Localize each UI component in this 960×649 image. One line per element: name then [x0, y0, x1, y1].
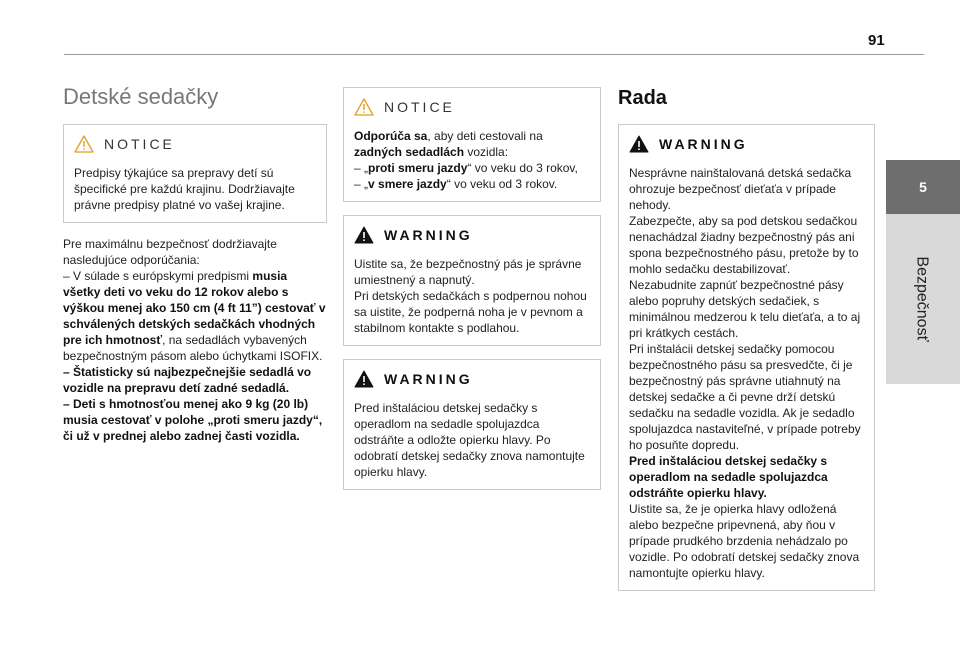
notice-line-3 — [354, 176, 590, 192]
notice-line-1-end: vozidla: — [464, 145, 509, 159]
warning-heading: WARNING — [659, 136, 748, 152]
notice-line-1 — [354, 128, 590, 160]
notice-line-3-post: “ vo veku od 3 rokov. — [446, 177, 558, 191]
notice-line-1-mid: , aby deti cestovali na — [427, 129, 543, 143]
warning-text: Pred inštaláciou detskej sedačky s operadlom na sedadle spolujazdca odstráňte a odložte opierku hlavy. Po odobratí detskej sedačky znova namontujte opierku hlavy. — [354, 401, 585, 479]
notice-header — [354, 98, 590, 116]
recommendation-1 — [63, 268, 327, 364]
warning-heading: WARNING — [384, 227, 473, 243]
column-1 — [63, 82, 327, 444]
advice-paragraph-4: Pri inštalácii detskej sedačky pomocou bezpečnostného pásu sa presvedčte, či je bezpečnostný pás správne utiahnutý na detskej sedačke a či pevne drží detskú sedačku na sedadle vozidla. Ak je sedadlo spolujazdca nastaviteľné, v prípade potreby ho posuňte dopredu. — [629, 342, 861, 452]
section-title-child-seats: Detské sedačky — [63, 84, 219, 109]
warning-text-1: Uistite sa, že bezpečnostný pás je správne umiestnený a napnutý. — [354, 257, 582, 287]
warning-box — [618, 124, 875, 591]
warning-header — [629, 135, 864, 153]
notice-bold-forward-facing: v smere jazdy — [368, 177, 447, 191]
chapter-number: 5 — [886, 160, 960, 214]
advice-paragraph-1: Nesprávne nainštalovaná detská sedačka ohrozuje bezpečnosť dieťaťa v prípade nehody. — [629, 166, 852, 212]
warning-triangle-icon — [354, 370, 374, 388]
column-3 — [618, 82, 875, 604]
warning-triangle-outline-icon — [74, 135, 94, 153]
notice-box — [63, 124, 327, 223]
notice-heading: NOTICE — [384, 99, 455, 115]
recommendation-1-dash: – V súlade s európskymi predpismi — [63, 269, 253, 283]
recommendation-3-bold: – Deti s hmotnosťou menej ako 9 kg (20 lb) musia cestovať v polohe „proti smeru jazdy“, či už v prednej alebo zadnej časti vozidla. — [63, 397, 323, 443]
notice-header — [74, 135, 316, 153]
notice-bold-rear-seats: zadných sedadlách — [354, 145, 465, 159]
warning-triangle-icon — [629, 135, 649, 153]
warning-triangle-icon — [354, 226, 374, 244]
chapter-label-text: Bezpečnosť — [914, 256, 932, 342]
notice-line-2 — [354, 160, 590, 176]
recommendation-2 — [63, 364, 327, 396]
warning-text-2: Pri detských sedačkách s podpernou nohou sa uistite, že podperná noha je v pevnom a stabilnom kontakte s podlahou. — [354, 289, 587, 335]
warning-triangle-outline-icon — [354, 98, 374, 116]
notice-bold-rear-facing: proti smeru jazdy — [368, 161, 468, 175]
recommendation-1-rest: , na sedadlách vybavených bezpečnostným pásom alebo úchytkami ISOFIX. — [63, 333, 323, 363]
warning-header — [354, 226, 590, 244]
advice-paragraph-2: Zabezpečte, aby sa pod detskou sedačkou nenachádzal žiadny bezpečnostný pás ani spona bezpečnostného pásu, pretože by to mohlo sedačku destabilizovať. — [629, 214, 859, 276]
recommendation-2-bold: – Štatisticky sú najbezpečnejšie sedadlá vo vozidle na prepravu detí zadné sedadlá. — [63, 365, 312, 395]
recommendations-text — [63, 236, 327, 444]
advice-paragraph-5-bold: Pred inštaláciou detskej sedačky s operadlom na sedadle spolujazdca odstráňte opierku hlavy. — [629, 454, 828, 500]
chapter-label — [908, 224, 936, 374]
recommendation-3 — [63, 396, 327, 444]
notice-bold-recommended: Odporúča sa — [354, 129, 428, 143]
recommendation-1-bold: musia všetky deti vo veku do 12 rokov alebo s výškou menej ako 150 cm (4 ft 11”) cestovať v schválených detských sedačkách vhodných pre ich hmotnosť — [63, 269, 326, 347]
section-title-advice: Rada — [618, 87, 667, 109]
notice-box — [343, 87, 601, 202]
notice-heading: NOTICE — [104, 136, 175, 152]
warning-box — [343, 359, 601, 490]
advice-paragraph-5 — [629, 453, 864, 501]
notice-line-2-pre: – „ — [354, 161, 369, 175]
advice-paragraph-6: Uistite sa, že je opierka hlavy odložená alebo bezpečne pripevnená, aby ňou v prípade prudkého brzdenia nehádzalo po vozidle. Po odobratí detskej sedačky znova namontujte opierku hlavy. — [629, 502, 860, 580]
notice-line-2-post: “ vo veku do 3 rokov, — [467, 161, 578, 175]
recommendations-intro: Pre maximálnu bezpečnosť dodržiavajte nasledujúce odporúčania: — [63, 237, 277, 267]
column-2 — [343, 82, 601, 503]
notice-line-3-pre: – „ — [354, 177, 369, 191]
advice-paragraph-3: Nezabudnite zapnúť bezpečnostné pásy alebo popruhy detských sedačiek, s minimálnou medzerou k telu dieťaťa, a to aj pri krátkych cestách. — [629, 278, 861, 340]
warning-box — [343, 215, 601, 346]
warning-heading: WARNING — [384, 371, 473, 387]
header-rule — [64, 54, 924, 55]
warning-header — [354, 370, 590, 388]
page-number: 91 — [868, 32, 885, 49]
notice-text: Predpisy týkajúce sa prepravy detí sú špecifické pre každú krajinu. Dodržiavajte právne predpisy platné vo vašej krajine. — [74, 166, 295, 212]
